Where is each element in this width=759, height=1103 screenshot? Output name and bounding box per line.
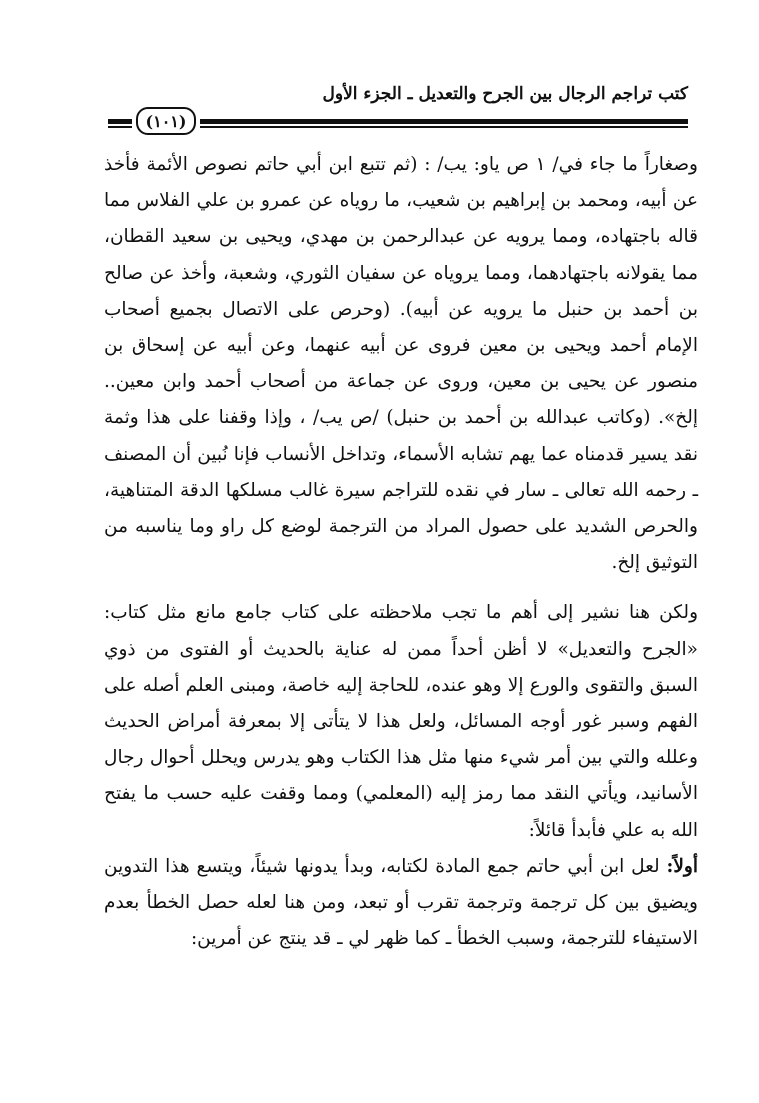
page-number: (١٠١) — [136, 107, 196, 135]
page-body — [104, 147, 698, 957]
header-rule — [108, 111, 688, 131]
header-rule-thick — [200, 119, 688, 124]
paragraph-3-lead: أولاً: — [666, 855, 698, 877]
paragraph-2: ولكن هنا نشير إلى أهم ما تجب ملاحظته على كتاب جامع مانع مثل كتاب: «الجرح والتعديل» لا أظن أحداً ممن له عناية بالحديث أو الفتوى من ذوي السبق والتقوى والورع إلا وهو عنده، للحاجة إليه خاصة، ومبنى العلم أصله على الفهم وسبر غور أوجه المسائل، ولعل هذا لا يتأتى إلا بمعرفة أمراض الحديث وعلله والتي بين أمر شيء منها مثل هذا الكتاب وهو يدرس ويحلل أحوال رجال الأسانيد، ويأتي النقد مما رمز إليه (المعلمي) ومما وقفت عليه حسب ما يفتح الله به علي فأبدأ قائلاً: — [104, 602, 698, 841]
page-header — [108, 82, 688, 131]
header-rule-left-thin — [108, 126, 132, 128]
paragraph-1: وصغاراً ما جاء في/ ١ ص ياو: يب/ : (ثم تتبع ابن أبي حاتم نصوص الأئمة فأخذ عن أبيه، ومحمد بن إبراهيم بن شعيب، ما روياه عن عمرو بن علي الفلاس مما قاله باجتهاده، ومما يرويه عن عبدالرحمن بن مهدي، ويحيى بن سعيد القطان، مما يقولانه باجتهادهما، ومما يروياه عن سفيان الثوري، وشعبة، وأخذ عن صالح بن أحمد بن حنبل ما يرويه عن أبيه). (وحرص على الاتصال بجميع أصحاب الإمام أحمد ويحيى بن معين فروى عن أبيه عنهما، وعن أبيه عن إسحاق بن منصور عن يحيى بن معين، وروى عن جماعة من أصحاب أحمد وابن معين.. إلخ». (وكاتب عبدالله بن أحمد بن حنبل) /ص يب/ ، وإذا وقفنا على هذا وثمة نقد يسير قدمناه عما يهم تشابه الأسماء، وتداخل الأنساب فإنا نُبين أن المصنف ـ رحمه الله تعالى ـ سار في نقده للتراجم سيرة غالب مسلكها الدقة المتناهية، والحرص الشديد على حصول المراد من الترجمة لوضع كل راو وما يناسبه من التوثيق إلخ. — [104, 154, 698, 574]
header-rule-left-thick — [108, 119, 132, 124]
header-rule-thin — [200, 126, 688, 128]
running-title: كتب تراجم الرجال بين الجرح والتعديل ـ الجزء الأول — [322, 84, 688, 104]
paragraph-3 — [104, 849, 698, 958]
paragraph-3-text: لعل ابن أبي حاتم جمع المادة لكتابه، وبدأ يدونها شيئاً، ويتسع هذا التدوين ويضيق بين كل ترجمة وترجمة تقرب أو تبعد، ومن هنا لعله حصل الخطأ بعدم الاستيفاء للترجمة، وسبب الخطأ ـ كما ظهر لي ـ قد ينتج عن أمرين: — [104, 855, 698, 950]
